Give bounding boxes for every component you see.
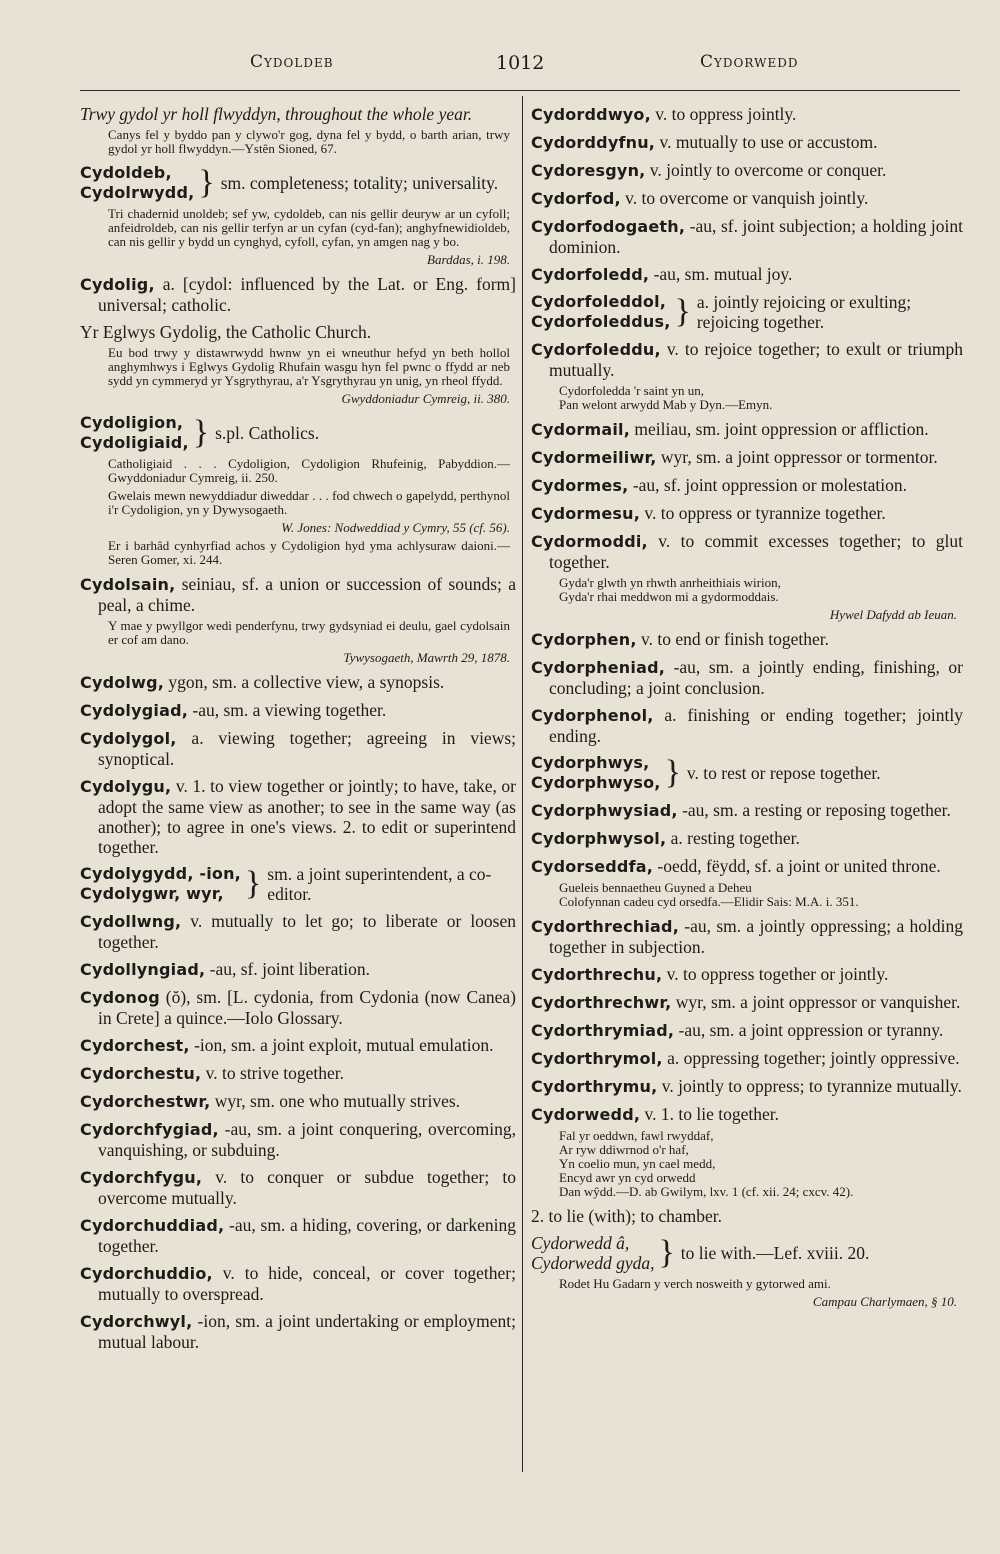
quotation-source: W. Jones: Nodweddiad y Cymry, 55 (cf. 56). bbox=[281, 520, 510, 535]
headword: Cydorchest, bbox=[80, 1036, 190, 1055]
entry-group bbox=[531, 753, 963, 793]
definition: v. mutually to use or accustom. bbox=[659, 132, 878, 152]
definition: a. jointly rejoicing or exulting; rejoicing together. bbox=[696, 292, 912, 332]
quotation: Y mae y pwyllgor wedi penderfynu, trwy gydsyniad ei deulu, gael cydolsain er cof am dano. bbox=[108, 618, 510, 647]
headword: Cydolygol, bbox=[80, 729, 177, 748]
entry bbox=[531, 264, 963, 285]
headword: Cydorfoleddu, bbox=[531, 340, 661, 359]
definition: a. finishing or ending together; jointly ending. bbox=[549, 705, 963, 746]
headword: Cydorwedd, bbox=[531, 1105, 641, 1124]
definition: v. to strive together. bbox=[205, 1063, 345, 1083]
headword: Cydorfod, bbox=[531, 189, 621, 208]
entry bbox=[80, 911, 516, 952]
headword: Cydorthrechu, bbox=[531, 965, 663, 984]
definition: -au, sm. a joint conquering, overcoming, vanquishing, or subduing. bbox=[98, 1119, 517, 1160]
headword: Cydorthrymol, bbox=[531, 1049, 663, 1068]
definition: v. to oppress jointly. bbox=[655, 104, 797, 124]
entry bbox=[80, 1311, 516, 1352]
entry bbox=[531, 629, 963, 650]
definition: -ion, sm. a joint exploit, mutual emulation. bbox=[194, 1035, 494, 1055]
entry bbox=[80, 1263, 516, 1304]
headword: Cydorchfygu, bbox=[80, 1168, 203, 1187]
headword: Cydorpheniad, bbox=[531, 658, 666, 677]
left-column bbox=[80, 104, 516, 1359]
definition: -oedd, fëydd, sf. a joint or united throne. bbox=[657, 856, 941, 876]
entry bbox=[80, 574, 516, 615]
headword: Cydorchestwr, bbox=[80, 1092, 211, 1111]
quotation-source: Barddas, i. 198. bbox=[427, 252, 510, 267]
quotation: Catholigiaid . . . Cydoligion, Cydoligion Rhufeinig, Pabyddion.—Gwyddoniadur Cymreig, ii. 250. bbox=[108, 456, 510, 485]
definition: v. to rest or repose together. bbox=[686, 763, 881, 783]
column-divider bbox=[522, 96, 523, 1472]
entry bbox=[80, 1035, 516, 1056]
quotation: Gyda'r glwth yn rhwth anrheithiais wirion, Gyda'r rhai meddwon mi a gydormoddais. bbox=[559, 575, 781, 604]
headword: Cydorphwyso, bbox=[531, 773, 661, 792]
definition: -au, sf. joint oppression or molestation. bbox=[632, 475, 907, 495]
entry bbox=[80, 728, 516, 769]
quotation: Eu bod trwy y distawrwydd hwnw yn ei wneuthur hefyd yn beth hollol anghymhwys i Eglwys Gydolig Rhufain wasgu hyn fel pwnc o ffydd ar neb sydd yn cymmeryd yr Ysgrythyrau, a'r Ysgrythyrau yn unig, yn rheol ffydd. bbox=[108, 345, 510, 388]
quotation: Fal yr oeddwn, fawl rwyddaf, Ar ryw ddiwrnod o'r haf, Yn coelio mun, yn cael medd, Encyd awr yn cyd orwedd Dan wŷdd.—D. ab Gwilym, lxv. 1 (cf. xii. 24; cxcv. 42). bbox=[559, 1128, 854, 1199]
headword: Cydollwng, bbox=[80, 912, 182, 931]
definition: v. 1. to view together or jointly; to have, take, or adopt the same view as another; to see in the same way (as another); to agree in one's views. 2. to edit or superintend together. bbox=[98, 776, 517, 857]
entry bbox=[80, 1215, 516, 1256]
headword: Cydormoddi, bbox=[531, 532, 648, 551]
quotation: Canys fel y byddo pan y clywo'r gog, dyna fel y bydd, o barth arian, trwy gydol yr holl flwyddyn.—Ystên Sioned, 67. bbox=[108, 127, 510, 156]
entry bbox=[531, 657, 963, 698]
definition: -au, sm. mutual joy. bbox=[653, 264, 793, 284]
definition: wyr, sm. a joint oppressor or vanquisher. bbox=[675, 992, 961, 1012]
headword: Cydolygwr, wyr, bbox=[80, 884, 224, 903]
entry: Trwy gydol yr holl flwyddyn, throughout the whole year. bbox=[80, 104, 473, 124]
headword: Cydorwedd gyda, bbox=[531, 1253, 655, 1273]
page-number: 1012 bbox=[496, 52, 545, 74]
entry bbox=[531, 475, 963, 496]
headword: Cydorphwysiad, bbox=[531, 801, 678, 820]
entry bbox=[80, 1167, 516, 1208]
entry bbox=[80, 274, 516, 315]
definition: v. to rejoice together; to exult or triumph mutually. bbox=[549, 339, 964, 380]
entry bbox=[531, 964, 963, 985]
definition: -ion, sm. a joint undertaking or employment; mutual labour. bbox=[98, 1311, 517, 1352]
quotation-source: Gwyddoniadur Cymreig, ii. 380. bbox=[341, 391, 510, 406]
headword: Cydorthrechiad, bbox=[531, 917, 679, 936]
definition: -au, sf. joint liberation. bbox=[209, 959, 371, 979]
definition: v. to conquer or subdue together; to overcome mutually. bbox=[98, 1167, 516, 1208]
entry bbox=[531, 992, 963, 1013]
definition: v. 1. to lie together. bbox=[644, 1104, 779, 1124]
definition: v. to oppress or tyrannize together. bbox=[644, 503, 886, 523]
headword: Cydorfoleddus, bbox=[531, 312, 671, 331]
headword: Cydorphenol, bbox=[531, 706, 654, 725]
definition: v. to overcome or vanquish jointly. bbox=[625, 188, 869, 208]
entry bbox=[531, 705, 963, 746]
entry-group bbox=[80, 864, 516, 904]
headword: Cydoldeb, bbox=[80, 163, 172, 182]
entry bbox=[80, 1091, 516, 1112]
definition: to lie with.—Lef. xviii. 20. bbox=[680, 1243, 870, 1263]
headword: Cydorddyfnu, bbox=[531, 133, 656, 152]
headword: Cydolwg, bbox=[80, 673, 165, 692]
definition: -au, sm. a jointly ending, finishing, or concluding; a joint conclusion. bbox=[549, 657, 963, 698]
headword: Cydormeiliwr, bbox=[531, 448, 657, 467]
headword: Cydorchuddiad, bbox=[80, 1216, 225, 1235]
brace: } bbox=[198, 164, 215, 201]
definition: (ŏ), sm. [L. cydonia, from Cydonia (now Canea) in Crete] a quince.—Iolo Glossary. bbox=[98, 987, 516, 1028]
entry bbox=[80, 700, 516, 721]
entry bbox=[531, 1048, 963, 1069]
headword: Cydorthrymu, bbox=[531, 1077, 658, 1096]
definition: sm. completeness; totality; universality. bbox=[220, 173, 499, 193]
entry: 2. to lie (with); to chamber. bbox=[531, 1206, 722, 1226]
entry-group bbox=[531, 1233, 963, 1273]
entry: Yr Eglwys Gydolig, the Catholic Church. bbox=[80, 322, 372, 342]
quotation-source: Campau Charlymaen, § 10. bbox=[812, 1294, 957, 1309]
entry bbox=[80, 1063, 516, 1084]
brace: } bbox=[664, 754, 681, 791]
definition: ygon, sm. a collective view, a synopsis. bbox=[168, 672, 445, 692]
headword: Cydorchuddio, bbox=[80, 1264, 213, 1283]
entry bbox=[531, 916, 963, 957]
definition: v. jointly to oppress; to tyrannize mutually. bbox=[661, 1076, 962, 1096]
entry bbox=[531, 800, 963, 821]
definition: -au, sm. a joint oppression or tyranny. bbox=[678, 1020, 944, 1040]
quotation-source: Tywysogaeth, Mawrth 29, 1878. bbox=[343, 650, 510, 665]
running-head-left: Cydoldeb bbox=[250, 52, 334, 72]
headword: Cydorthrymiad, bbox=[531, 1021, 675, 1040]
entry bbox=[531, 531, 963, 572]
headword: Cydorwedd â, bbox=[531, 1233, 630, 1253]
entry bbox=[531, 856, 963, 877]
brace: } bbox=[192, 414, 210, 451]
entry bbox=[80, 987, 516, 1028]
quotation: Gueleis bennaetheu Guyned a Deheu Colofynnan cadeu cyd orsedfa.—Elidir Sais: M.A. i. 351. bbox=[559, 880, 859, 909]
entry-group bbox=[531, 292, 963, 332]
entry bbox=[531, 188, 963, 209]
entry bbox=[531, 1076, 963, 1097]
definition: v. mutually to let go; to liberate or loosen together. bbox=[98, 911, 517, 952]
headword: Cydorddwyo, bbox=[531, 105, 651, 124]
headword: Cydolygiad, bbox=[80, 701, 188, 720]
definition: v. jointly to overcome or conquer. bbox=[649, 160, 887, 180]
definition: wyr, sm. a joint oppressor or tormentor. bbox=[660, 447, 938, 467]
entry-group bbox=[80, 163, 516, 203]
headword: Cydolig, bbox=[80, 275, 155, 294]
definition: meiliau, sm. joint oppression or affliction. bbox=[634, 419, 929, 439]
headword: Cydolygu, bbox=[80, 777, 172, 796]
headword: Cydorphwys, bbox=[531, 753, 650, 772]
headword: Cydormes, bbox=[531, 476, 629, 495]
entry bbox=[531, 104, 963, 125]
headword: Cydoligiaid, bbox=[80, 433, 189, 452]
headword: Cydolsain, bbox=[80, 575, 176, 594]
quotation-source: Hywel Dafydd ab Ieuan. bbox=[829, 607, 957, 622]
running-head-right: Cydorwedd bbox=[700, 52, 799, 72]
definition: -au, sm. a viewing together. bbox=[192, 700, 387, 720]
entry bbox=[80, 1119, 516, 1160]
entry bbox=[531, 1104, 963, 1125]
headword: Cydolygydd, -ion, bbox=[80, 864, 241, 883]
brace: } bbox=[674, 293, 691, 330]
entry bbox=[531, 339, 963, 380]
definition: seiniau, sf. a union or succession of sounds; a peal, a chime. bbox=[98, 574, 516, 615]
entry bbox=[531, 1020, 963, 1041]
quotation: Rodet Hu Gadarn y verch nosweith y gytorwed ami. bbox=[559, 1276, 831, 1291]
headword: Cydonog bbox=[80, 988, 160, 1007]
headword: Cydorthrechwr, bbox=[531, 993, 672, 1012]
definition: -au, sm. a hiding, covering, or darkening together. bbox=[98, 1215, 517, 1256]
definition: sm. a joint superintendent, a co-editor. bbox=[267, 864, 492, 904]
definition: v. to oppress together or jointly. bbox=[666, 964, 889, 984]
definition: v. to hide, conceal, or cover together; mutually to overspread. bbox=[98, 1263, 516, 1304]
headword: Cydorfoledd, bbox=[531, 265, 650, 284]
quotation: Cydorfoledda 'r saint yn un, Pan welont arwydd Mab y Dyn.—Emyn. bbox=[559, 383, 773, 412]
headword: Cydormail, bbox=[531, 420, 631, 439]
right-column bbox=[531, 104, 963, 1316]
headword: Cydorchwyl, bbox=[80, 1312, 193, 1331]
brace: } bbox=[244, 865, 262, 902]
headword: Cydoligion, bbox=[80, 413, 184, 432]
entry bbox=[80, 776, 516, 857]
definition: a. resting together. bbox=[670, 828, 800, 848]
brace: } bbox=[658, 1234, 675, 1271]
entry bbox=[531, 828, 963, 849]
definition: a. viewing together; agreeing in views; synoptical. bbox=[98, 728, 517, 769]
definition: a. oppressing together; jointly oppressive. bbox=[667, 1048, 960, 1068]
header-rule bbox=[80, 90, 960, 91]
headword: Cydollyngiad, bbox=[80, 960, 206, 979]
headword: Cydorphwysol, bbox=[531, 829, 667, 848]
headword: Cydorfodogaeth, bbox=[531, 217, 686, 236]
definition: wyr, sm. one who mutually strives. bbox=[214, 1091, 461, 1111]
headword: Cydorphen, bbox=[531, 630, 637, 649]
definition: -au, sf. joint subjection; a holding joint dominion. bbox=[549, 216, 963, 257]
headword: Cydormesu, bbox=[531, 504, 641, 523]
entry bbox=[531, 132, 963, 153]
headword: Cydorseddfa, bbox=[531, 857, 654, 876]
definition: a. [cydol: influenced by the Lat. or Eng. form] universal; catholic. bbox=[98, 274, 516, 315]
definition: -au, sm. a jointly oppressing; a holding together in subjection. bbox=[549, 916, 964, 957]
entry-group bbox=[80, 413, 516, 453]
entry bbox=[531, 447, 963, 468]
entry bbox=[80, 959, 516, 980]
entry bbox=[531, 419, 963, 440]
definition: -au, sm. a resting or reposing together. bbox=[682, 800, 951, 820]
headword: Cydolrwydd, bbox=[80, 183, 195, 202]
definition: v. to end or finish together. bbox=[641, 629, 829, 649]
entry bbox=[531, 160, 963, 181]
headword: Cydorfoleddol, bbox=[531, 292, 667, 311]
quotation: Tri chadernid unoldeb; sef yw, cydoldeb, can nis gellir deuryw ar un cyfoll; anfeidroldeb, can nis gellir terfyn ar un cyfan (cyd-fan); anghyfnewidioldeb, can nis gellir y bydd un cynghyd, cyfoll, cyfan, yn amgen nag y bo. bbox=[108, 206, 510, 249]
quotation: Gwelais mewn newyddiadur diweddar . . . fod chwech o gapelydd, perthynol i'r Cydoligion, yn y Dywysogaeth. bbox=[108, 488, 510, 517]
quotation: Er i barhâd cynhyrfiad achos y Cydoligion hyd yma achlysuraw daioni.—Seren Gomer, xi. 244. bbox=[108, 538, 510, 567]
entry bbox=[531, 216, 963, 257]
definition: v. to commit excesses together; to glut together. bbox=[549, 531, 963, 572]
definition: s.pl. Catholics. bbox=[215, 423, 320, 443]
headword: Cydoresgyn, bbox=[531, 161, 646, 180]
headword: Cydorchfygiad, bbox=[80, 1120, 219, 1139]
entry bbox=[80, 672, 516, 693]
headword: Cydorchestu, bbox=[80, 1064, 202, 1083]
entry bbox=[531, 503, 963, 524]
